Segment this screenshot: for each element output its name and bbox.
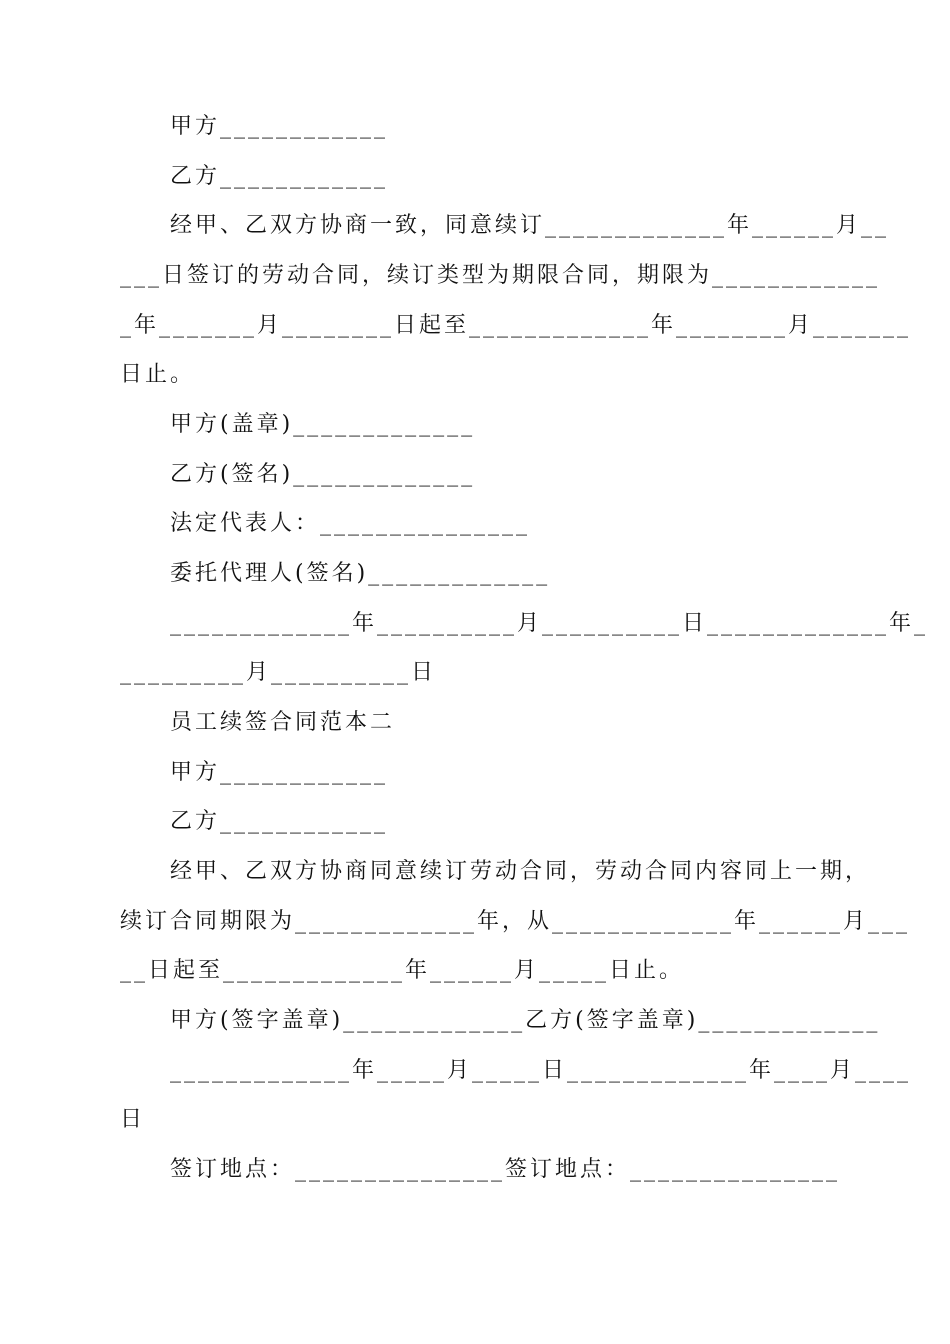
renewal-paragraph2-line-3: __日起至_____________年______月_____日止。 (120, 958, 685, 983)
renewal-paragraph2-line-1: 经甲、乙双方协商同意续订劳动合同，劳动合同内容同上一期， (170, 859, 871, 884)
renewal-paragraph-line-1: 经甲、乙双方协商一致，同意续订_____________年______月__ (170, 213, 890, 238)
renewal-paragraph2-line-2: 续订合同期限为_____________年，从_____________年______月___ (120, 909, 911, 934)
legal-representative-line: 法定代表人：_______________ (170, 511, 531, 536)
agent-signature-line: 委托代理人(签名)_____________ (170, 561, 551, 586)
renewal-paragraph-line-4: 日止。 (120, 362, 196, 387)
renewal-paragraph-line-2: ___日签订的劳动合同，续订类型为期限合同，期限为____________ (120, 263, 881, 288)
party-b-line-2: 乙方____________ (170, 809, 389, 834)
date-line-2: _________月__________日 (120, 660, 437, 685)
date-line-1: _____________年__________月__________日_____________年_ (170, 611, 929, 636)
party-a-line-2: 甲方____________ (170, 760, 389, 785)
renewal-paragraph-line-3: _年_______月________日起至_____________年________月_______ (120, 313, 912, 338)
signing-location-line: 签订地点：_______________签订地点：_______________ (170, 1157, 841, 1182)
party-b-signature-line: 乙方(签名)_____________ (170, 462, 476, 487)
signature-seal-line: 甲方(签字盖章)_____________乙方(签字盖章)_____________ (170, 1008, 881, 1033)
date-line-3: _____________年_____月_____日_____________年____月____ (170, 1058, 912, 1083)
party-a-line: 甲方____________ (170, 114, 389, 139)
party-a-seal-line: 甲方(盖章)_____________ (170, 412, 476, 437)
section-title: 员工续签合同范本二 (170, 710, 396, 735)
party-b-line: 乙方____________ (170, 164, 389, 189)
date-line-4: 日 (120, 1107, 146, 1132)
